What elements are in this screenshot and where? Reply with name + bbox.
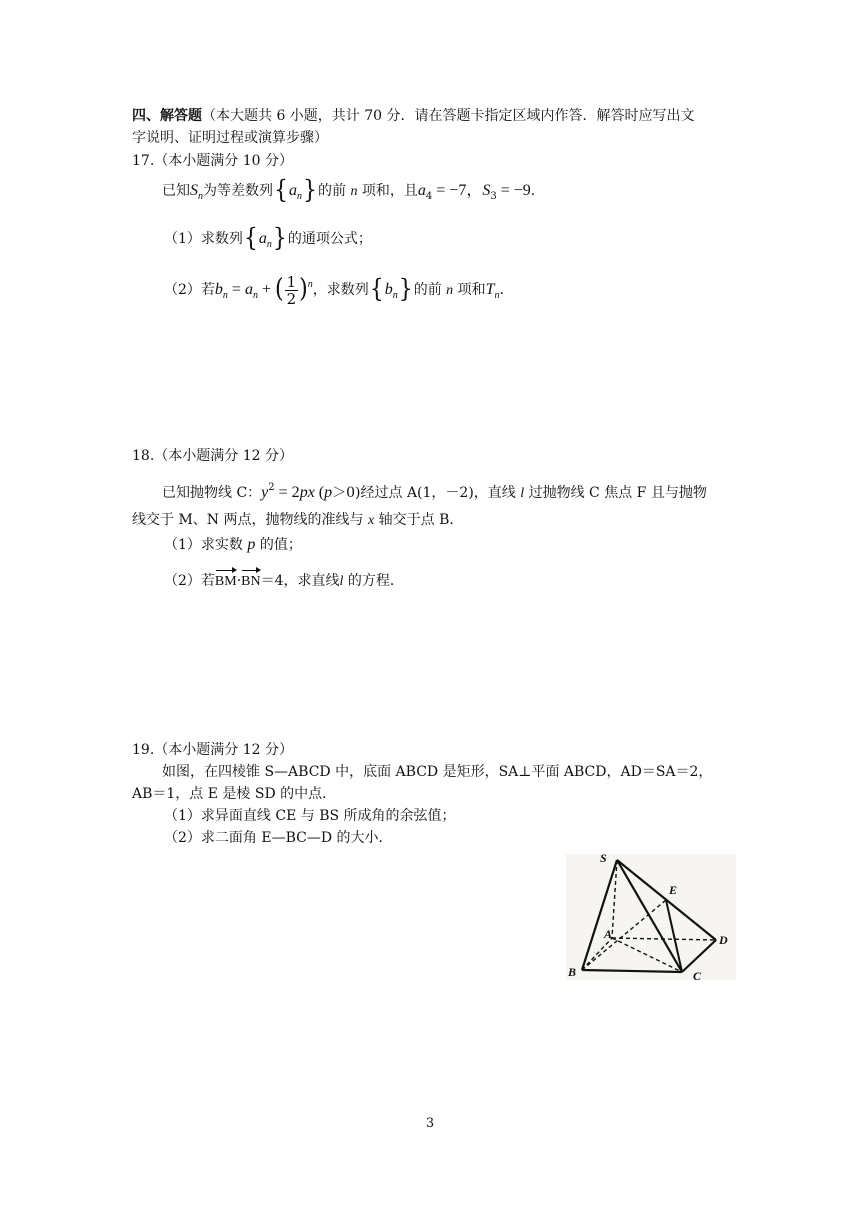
q17-part2-b2: b	[384, 281, 393, 298]
q18-vector-BN: BN	[241, 572, 260, 592]
q17-part2-fraction-num: 1	[286, 272, 297, 291]
q17-stem-text-1: 已知	[162, 183, 190, 199]
q17-part2-b: b	[214, 281, 223, 298]
q18-part1-text-2: 的值；	[259, 537, 302, 553]
q18-dot: ·	[236, 573, 242, 589]
label-C: C	[693, 969, 702, 983]
q17-part2-end: ．	[499, 282, 514, 298]
q17-S3-sub: 3	[490, 191, 497, 202]
q17-part2-fraction-den: 2	[286, 289, 297, 308]
q19-part1: （1）求异面直线 CE 与 BS 所成角的余弦值；	[164, 808, 456, 824]
q17-part2-T: T	[485, 281, 495, 298]
pyramid-diagram	[560, 848, 738, 984]
q17-part2-exp: n	[307, 279, 313, 290]
q19-line1: 如图，在四棱锥 S—ABCD 中，底面 ABCD 是矩形，SA⊥平面 ABCD，AD＝SA＝2，	[162, 764, 713, 780]
q18-y-exp: 2	[268, 482, 275, 493]
q18-x: x	[367, 513, 375, 528]
q17-brace-close: }	[303, 176, 317, 205]
q17-S: S	[190, 182, 198, 199]
q17-eq2: = −9	[496, 182, 531, 199]
q18-vector-BM: BM	[215, 572, 237, 592]
q17-header: 17.（本小题满分 10 分）	[132, 153, 293, 169]
q18-part1-text-1: （1）求实数	[164, 537, 243, 553]
q17-S-sub: n	[198, 191, 203, 202]
q17-part1-a: a	[258, 230, 267, 247]
q17-part1-brace-open: {	[243, 224, 258, 253]
q18-p-open: (	[314, 484, 325, 501]
q18-line1-text-2: ＞0)经过点 A(1，－2)，直线	[332, 485, 516, 501]
pyramid-figure	[560, 848, 738, 984]
label-S: S	[600, 851, 607, 865]
q17-part2-text-3: 的前	[413, 282, 442, 298]
q17-part2-paren-open: (	[274, 274, 284, 305]
q17-part2-text-2: ，求数列	[312, 282, 369, 298]
q18-line1-text-3: 过抛物线 C 焦点 F 且与抛物	[528, 485, 707, 501]
q17-stem-text-3: 的前	[318, 183, 346, 199]
q17-a: a	[289, 182, 297, 199]
q17-part2-text-4: 项和	[457, 282, 486, 298]
q18-header: 18.（本小题满分 12 分）	[132, 448, 293, 464]
q17-part1-a-sub: n	[266, 239, 272, 250]
q17-part2-T-sub: n	[494, 290, 500, 301]
q17-part1-brace-close: }	[272, 224, 287, 253]
q17-stem	[162, 176, 545, 207]
section-heading: 四、解答题	[132, 108, 202, 124]
q18-line2-text-1: 线交于 M、N 两点，抛物线的准线与	[132, 512, 364, 528]
q17-a4-sub: 4	[425, 191, 433, 202]
q17-part2-fraction	[285, 274, 299, 307]
q17-part2-brace-close: }	[398, 275, 413, 304]
q18-y: y	[261, 484, 269, 501]
q18-part2-text-2: ＝4，求直线	[260, 573, 340, 589]
q17-n: n	[350, 184, 358, 199]
q18-part1	[164, 535, 302, 555]
page-number: 3	[425, 1116, 435, 1131]
q17-S3: S	[482, 182, 491, 199]
q17-brace-open: {	[274, 176, 288, 205]
q17-part2-plus: +	[257, 281, 275, 298]
q18-part2-l: l	[339, 574, 344, 589]
q17-part2-a-sub: n	[252, 290, 258, 301]
q17-part2-text-1: （2）若	[164, 282, 215, 298]
q19-part2: （2）求二面角 E—BC—D 的大小．	[164, 830, 393, 846]
q17-part2-n: n	[446, 283, 454, 298]
q18-part2	[164, 571, 404, 592]
q18-stem-line1	[162, 478, 707, 504]
label-D: D	[719, 933, 728, 947]
q18-px: px	[299, 484, 315, 501]
q17-part1	[164, 224, 372, 255]
q17-part1-text-2: 的通项公式；	[287, 231, 372, 247]
q17-stem-end: ．	[530, 183, 545, 199]
q17-part2-a: a	[244, 281, 253, 298]
q18-part2-text-3: 的方程．	[347, 573, 404, 589]
q18-line1-text-1: 已知抛物线 C：	[162, 485, 262, 501]
q17-part2-eq: =	[227, 281, 245, 298]
q18-line2-text-2: 轴交于点 B．	[378, 512, 464, 528]
q18-p: p	[324, 484, 333, 501]
q19-header: 19.（本小题满分 12 分）	[132, 742, 293, 758]
q18-l: l	[520, 486, 525, 501]
q18-eq: = 2	[274, 484, 300, 501]
q18-stem-line2	[132, 510, 463, 531]
q17-stem-text-4: 项和，且	[361, 183, 418, 199]
section-heading-line	[132, 106, 695, 126]
q17-part2-paren-close: )	[299, 274, 308, 305]
q18-part2-text-1: （2）若	[164, 573, 215, 589]
q17-a-sub: n	[297, 191, 302, 202]
q17-part2-b2-sub: n	[392, 290, 398, 301]
q17-eq1: = −7，	[432, 182, 483, 199]
label-A: A	[604, 927, 613, 941]
q17-part2	[164, 268, 514, 313]
q17-part2-b-sub: n	[222, 290, 228, 301]
section-instructions-line2	[132, 128, 328, 148]
section-instructions-1: （本大题共 6 小题，共计 70 分．请在答题卡指定区域内作答．解答时应写出文	[202, 108, 695, 124]
q18-part1-p: p	[247, 536, 256, 553]
q17-stem-text-2: 为等差数列	[203, 183, 273, 199]
section-instructions-2: 字说明、证明过程或演算步骤）	[132, 130, 328, 146]
label-E: E	[669, 883, 678, 897]
label-B: B	[568, 965, 577, 979]
q17-part2-brace-open: {	[369, 275, 384, 304]
q19-line2: AB＝1，点 E 是棱 SD 的中点．	[132, 786, 337, 802]
q17-part1-text-1: （1）求数列	[164, 231, 243, 247]
q17-a4: a	[417, 182, 426, 199]
